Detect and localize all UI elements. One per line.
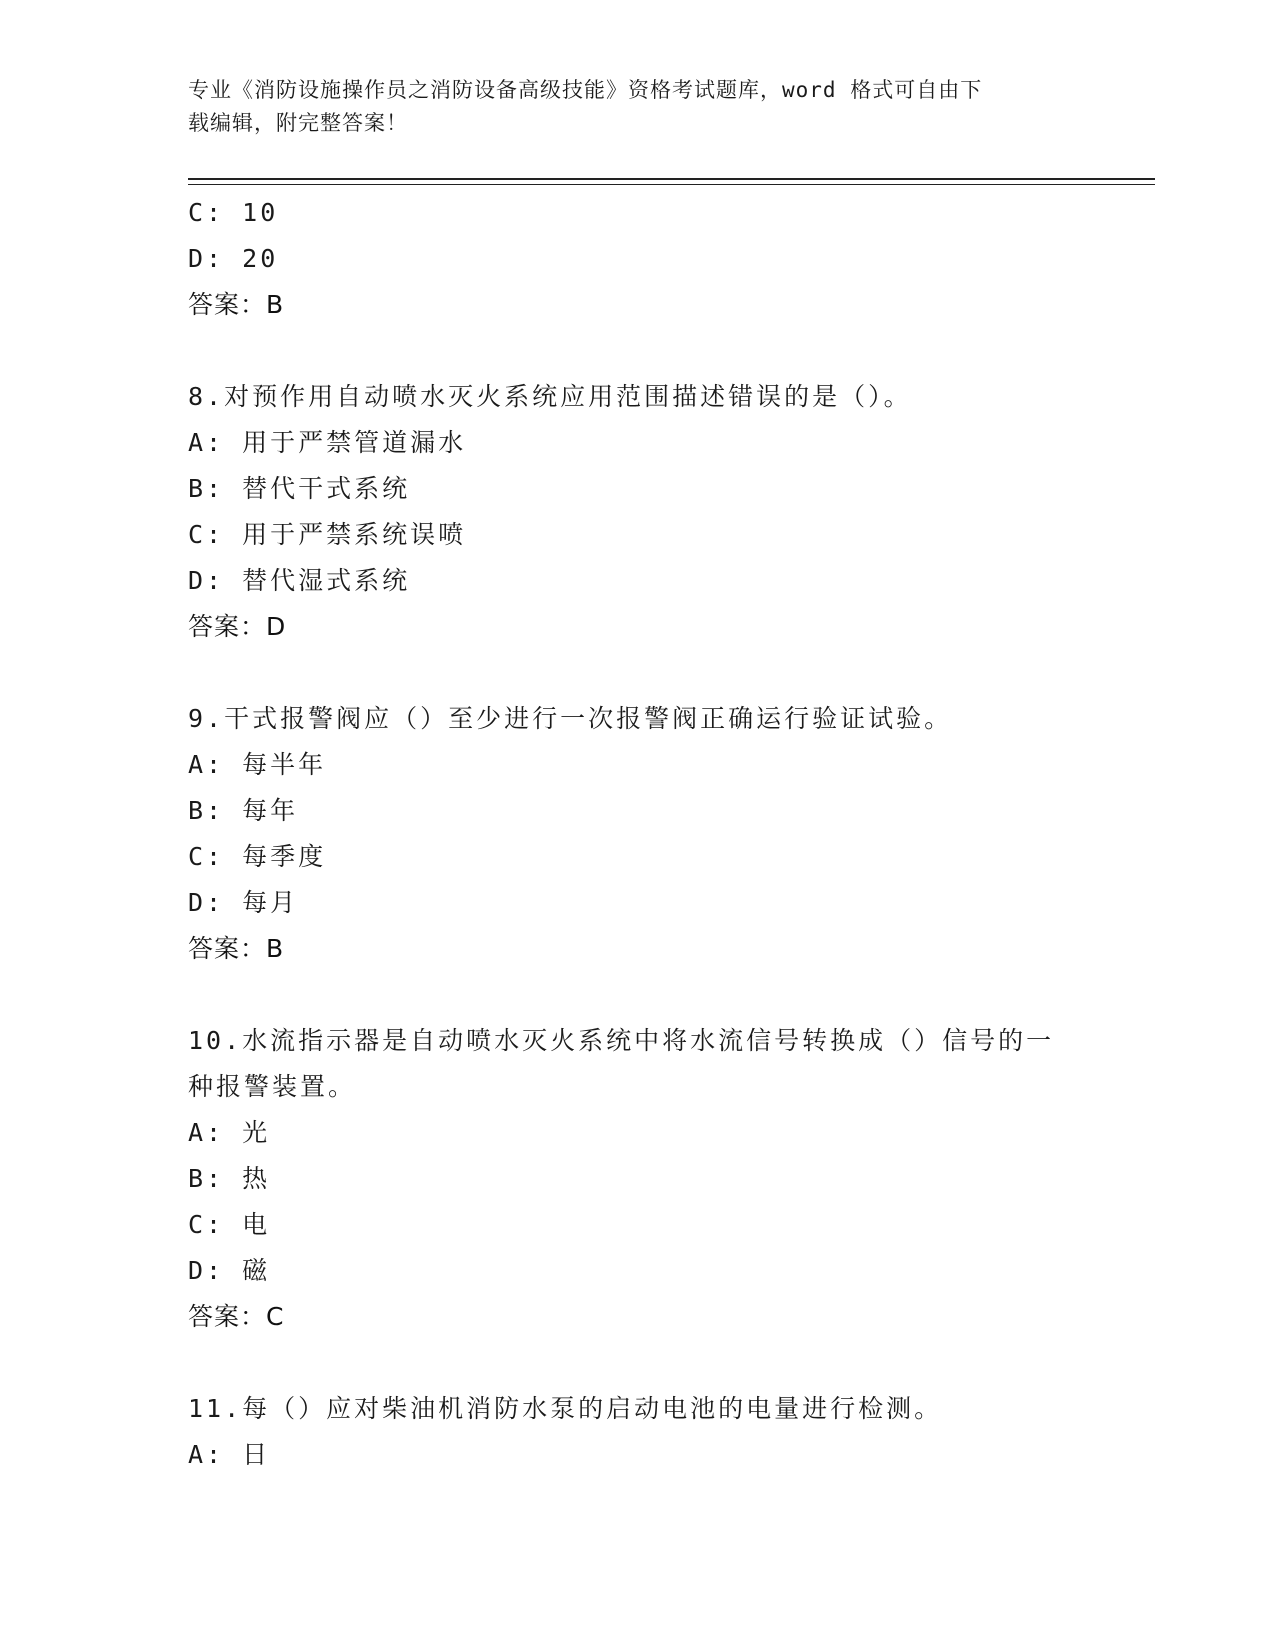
- option-b: B: 热: [188, 1164, 271, 1193]
- question-block-7: [188, 190, 1088, 328]
- header-divider-thin: [188, 184, 1155, 185]
- answer-label: 答案：B: [188, 290, 285, 319]
- option-d: D: 每月: [188, 888, 299, 917]
- question-list: [188, 190, 1088, 1478]
- option-a: A: 用于严禁管道漏水: [188, 428, 467, 457]
- option-a: A: 日: [188, 1440, 271, 1469]
- question-block-8: [188, 374, 1088, 650]
- question-text: 8.对预作用自动喷水灭火系统应用范围描述错误的是（）。: [188, 382, 912, 411]
- header-line-2: 载编辑，附完整答案！: [188, 111, 408, 135]
- header-divider-thick: [188, 178, 1155, 180]
- answer-label: 答案：B: [188, 934, 285, 963]
- option-c: C: 用于严禁系统误喷: [188, 520, 467, 549]
- question-text: 11.每（）应对柴油机消防水泵的启动电池的电量进行检测。: [188, 1394, 943, 1423]
- question-block-9: [188, 696, 1088, 972]
- option-a: A: 每半年: [188, 750, 327, 779]
- question-text-line-2: 种报警装置。: [188, 1072, 357, 1101]
- option-d: D: 磁: [188, 1256, 271, 1285]
- header-line-1: 专业《消防设施操作员之消防设备高级技能》资格考试题库，word 格式可自由下: [188, 78, 983, 102]
- question-block-10: [188, 1018, 1088, 1340]
- option-c: C: 电: [188, 1210, 271, 1239]
- document-header: [188, 74, 1078, 140]
- option-d: D: 替代湿式系统: [188, 566, 411, 595]
- option-a: A: 光: [188, 1118, 271, 1147]
- option-c: C: 每季度: [188, 842, 327, 871]
- option-b: B: 每年: [188, 796, 299, 825]
- question-text: 9.干式报警阀应（）至少进行一次报警阀正确运行验证试验。: [188, 704, 953, 733]
- option-c: C: 10: [188, 198, 279, 227]
- answer-label: 答案：D: [188, 612, 287, 641]
- question-block-11: [188, 1386, 1088, 1478]
- answer-label: 答案：C: [188, 1302, 285, 1331]
- option-b: B: 替代干式系统: [188, 474, 411, 503]
- option-d: D: 20: [188, 244, 279, 273]
- question-text-line-1: 10.水流指示器是自动喷水灭火系统中将水流信号转换成（）信号的一: [188, 1026, 1055, 1055]
